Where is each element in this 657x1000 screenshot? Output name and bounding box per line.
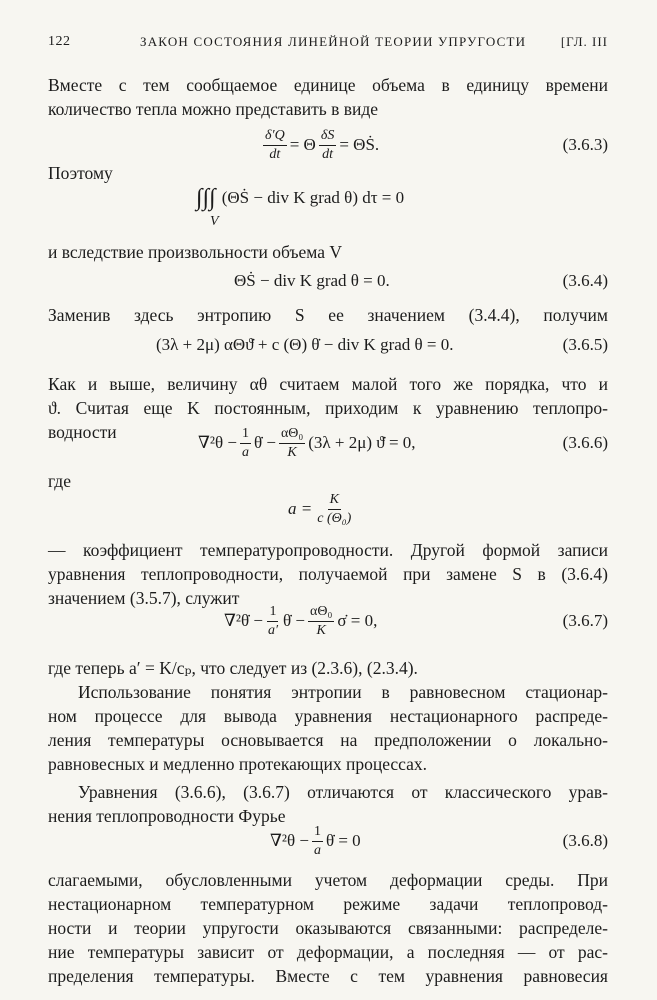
equation-text: a = bbox=[288, 499, 313, 518]
text-line: Как и выше, величину αθ считаем малой того же порядка, что и bbox=[48, 374, 608, 394]
page-number: 122 bbox=[48, 34, 71, 49]
fraction-denominator: c (Θ₀) bbox=[317, 510, 352, 526]
fraction-denominator: K bbox=[287, 444, 297, 460]
equation-text: σ̇ = 0, bbox=[337, 611, 378, 630]
equation-body: (3λ + 2μ) αΘϑ̇ + c (Θ) θ̇ − div K grad θ = 0. bbox=[156, 335, 454, 354]
fraction-denominator: a bbox=[313, 842, 321, 858]
fraction bbox=[266, 604, 280, 639]
text-line: Вместе с тем сообщаемое единице объема в единицу времени bbox=[48, 75, 608, 95]
paragraph-entropy-use-end bbox=[48, 752, 608, 776]
fraction bbox=[263, 128, 287, 163]
text-line: — коэффициент температуропроводности. Другой формой записи bbox=[48, 540, 608, 560]
text-line: водности bbox=[48, 422, 117, 442]
text-line: Уравнения (3.6.6), (3.6.7) отличаются от классического урав- bbox=[78, 782, 608, 802]
equation-number: (3.6.5) bbox=[562, 335, 608, 354]
equation-number: (3.6.8) bbox=[562, 831, 608, 850]
fraction-denominator: K bbox=[316, 622, 326, 638]
equation-body bbox=[224, 598, 377, 644]
running-title: ЗАКОН СОСТОЯНИЯ ЛИНЕЙНОЙ ТЕОРИИ УПРУГОСТИ bbox=[140, 34, 527, 49]
page-header bbox=[48, 34, 608, 56]
fraction-numerator: 1 bbox=[267, 604, 278, 622]
paragraph-fourier bbox=[48, 780, 608, 804]
text-line: ном процессе для вывода уравнения нестационарного распреде- bbox=[48, 706, 608, 726]
text-line: Заменив здесь энтропию S ее значением (3.4.4), получим bbox=[48, 305, 608, 325]
text-line: нестационарном температурном режиме задачи теплопровод- bbox=[48, 894, 608, 914]
text-line: где теперь a′ = K/cₚ, что следует из (2.3.6), (2.3.4). bbox=[48, 658, 418, 678]
equation-3-6-4 bbox=[48, 258, 608, 304]
fraction bbox=[279, 426, 305, 461]
fraction-denominator: dt bbox=[269, 146, 281, 162]
equation-body bbox=[288, 486, 356, 532]
equation-text: θ̇ − bbox=[283, 611, 305, 630]
fraction-numerator: αΘ₀ bbox=[279, 426, 305, 444]
text-line: нения теплопроводности Фурье bbox=[48, 806, 286, 826]
paragraph-heat-intro-2 bbox=[48, 97, 608, 121]
equation-integral bbox=[48, 178, 608, 234]
text-line: и вследствие произвольности объема V bbox=[48, 242, 343, 262]
fraction bbox=[315, 492, 353, 527]
text-line: где bbox=[48, 471, 71, 491]
text-line: количество тепла можно представить в виде bbox=[48, 99, 379, 119]
equation-text: = ΘṠ. bbox=[339, 135, 380, 154]
paragraph-diffusivity bbox=[48, 538, 608, 586]
equation-body bbox=[270, 818, 361, 864]
equation-body bbox=[196, 178, 404, 218]
integral-domain: V bbox=[210, 214, 219, 229]
text-line: ϑ. Считая еще K постоянным, приходим к уравнению теплопро- bbox=[48, 398, 608, 418]
paragraph-heat-conduction bbox=[48, 372, 608, 420]
equation-number: (3.6.7) bbox=[562, 611, 608, 630]
equation-text: ∇²θ − bbox=[270, 831, 309, 850]
text-line: ности и теории упругости оказываются связанными: распределе- bbox=[48, 918, 608, 938]
equation-number: (3.6.4) bbox=[562, 271, 608, 290]
fraction bbox=[319, 128, 337, 163]
equation-text: (3λ + 2μ) ϑ̇ = 0, bbox=[308, 433, 416, 452]
paragraph-coupling bbox=[48, 868, 608, 988]
equation-body: ΘṠ − div K grad θ = 0. bbox=[234, 271, 390, 290]
text-line: Использование понятия энтропии в равновесном стационар- bbox=[78, 682, 608, 702]
text-line: значением (3.5.7), служит bbox=[48, 588, 240, 608]
integral-sign: ∫∫∫ bbox=[196, 185, 216, 211]
equation-text: ∇²θ̇ − bbox=[224, 611, 263, 630]
text-line: слагаемыми, обусловленными учетом деформации среды. При bbox=[48, 870, 608, 890]
fraction bbox=[240, 426, 251, 461]
fraction-denominator: dt bbox=[322, 146, 334, 162]
equation-text: θ̇ − bbox=[253, 433, 276, 452]
equation-diffusivity bbox=[48, 486, 608, 532]
fraction-denominator: a′ bbox=[267, 622, 279, 638]
fraction-numerator: K bbox=[328, 492, 341, 510]
fraction bbox=[308, 604, 334, 639]
fraction-numerator: δ′Q bbox=[263, 128, 287, 146]
paragraph-where-now bbox=[48, 656, 608, 680]
equation-text: = Θ bbox=[289, 135, 316, 154]
fraction-numerator: 1 bbox=[240, 426, 251, 444]
equation-3-6-5 bbox=[48, 322, 608, 368]
equation-text: θ̇ = 0 bbox=[325, 831, 361, 850]
paragraph-entropy-use-2 bbox=[48, 704, 608, 752]
text-line: равновесных и медленно протекающих процессах. bbox=[48, 754, 428, 774]
paragraph-entropy-use bbox=[48, 680, 608, 704]
equation-text: ∇²θ − bbox=[198, 433, 237, 452]
equation-3-6-7 bbox=[48, 598, 608, 644]
equation-3-6-8 bbox=[48, 818, 608, 864]
text-line: уравнения теплопроводности, получаемой при замене S в (3.6.4) bbox=[48, 564, 608, 584]
equation-3-6-6 bbox=[48, 420, 608, 466]
text-line: Поэтому bbox=[48, 163, 113, 183]
equation-text: (ΘṠ − div K grad θ) dτ = 0 bbox=[221, 188, 405, 207]
equation-body bbox=[198, 420, 416, 466]
chapter-label: [ГЛ. III bbox=[560, 34, 608, 49]
text-line: ления температуры основывается на предположении о локально- bbox=[48, 730, 608, 750]
text-line: пределения температуры. Вместе с тем уравнения равновесия bbox=[48, 966, 608, 986]
fraction bbox=[312, 824, 323, 859]
fraction-numerator: δS bbox=[319, 128, 337, 146]
text-line: ние температуры зависит от деформации, а последняя — от рас- bbox=[48, 942, 608, 962]
equation-number: (3.6.3) bbox=[562, 135, 608, 154]
paragraph-heat-intro bbox=[48, 73, 608, 97]
fraction-numerator: αΘ₀ bbox=[308, 604, 334, 622]
fraction-numerator: 1 bbox=[312, 824, 323, 842]
fraction-denominator: a bbox=[241, 444, 249, 460]
equation-number: (3.6.6) bbox=[562, 433, 608, 452]
